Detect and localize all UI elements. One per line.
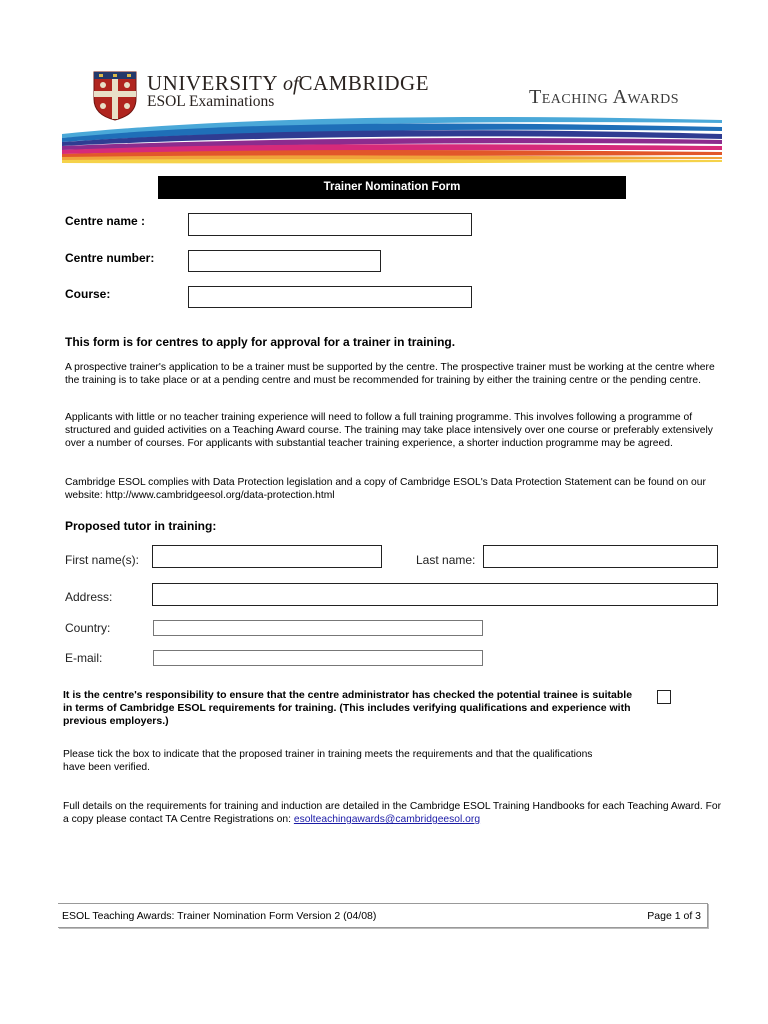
details-text: Full details on the requirements for training and induction are detailed in the Cambridge ESOL Training Handbooks for each Teaching Award. For a copy please contact TA Centre Registrations on: esolteachingawards@cambridgeesol.org	[63, 801, 722, 825]
contact-email-link[interactable]: esolteachingawards@cambridgeesol.org	[293, 814, 481, 825]
paragraph-training-programme: Applicants with little or no teacher training experience will need to follow a full training programme. This involves following a programme of structured and guided activities on a Teaching Award course. The training may take place intensively over one course or preferably extensively over a number of courses. For applicants with substantial teacher training experience, a shorter induction programme may be agreed.	[65, 412, 713, 449]
centre-number-label: Centre number:	[65, 251, 155, 265]
form-title: Trainer Nomination Form	[158, 176, 626, 199]
esol-examinations-label: ESOL Examinations	[147, 93, 275, 110]
tutor-heading: Proposed tutor in training:	[65, 519, 217, 533]
email-input[interactable]	[153, 650, 483, 666]
centre-number-input[interactable]	[188, 250, 381, 272]
last-name-input[interactable]	[483, 545, 718, 568]
requirements-verified-checkbox[interactable]	[657, 690, 671, 704]
address-input[interactable]	[152, 583, 718, 606]
paragraph-data-protection: Cambridge ESOL complies with Data Protection legislation and a copy of Cambridge ESOL's Data Protection Statement can be found on our website: http://www.cambridgeesol.org/data-protection.html	[65, 477, 706, 501]
header-swoosh-graphic	[62, 108, 722, 168]
country-label: Country:	[65, 621, 111, 635]
responsibility-statement: It is the centre's responsibility to ensure that the centre administrator has checked the potential trainee is suitable in terms of Cambridge ESOL requirements for training. (This includes verifying qualifications and experience with previous employers.)	[63, 689, 633, 727]
centre-name-label: Centre name :	[65, 214, 146, 228]
footer-page-number: Page 1 of 3	[647, 910, 701, 922]
university-name: UNIVERSITY ofCAMBRIDGE	[147, 71, 430, 95]
teaching-awards-brand: Teaching Awards	[529, 86, 680, 108]
address-label: Address:	[65, 590, 113, 604]
footer-version: ESOL Teaching Awards: Trainer Nomination Form Version 2 (04/08)	[62, 910, 377, 922]
tick-instruction: Please tick the box to indicate that the proposed trainer in training meets the requirements and that the qualifications have been verified.	[63, 749, 593, 773]
country-input[interactable]	[153, 620, 483, 636]
course-label: Course:	[65, 287, 111, 301]
paragraph-eligibility: A prospective trainer's application to be a trainer must be supported by the centre. The prospective trainer must be working at the centre where the training is to take place or at a pending centre and must be recommended for training by either the training centre or the pending centre.	[65, 362, 715, 386]
centre-name-input[interactable]	[188, 213, 472, 236]
course-input[interactable]	[188, 286, 472, 308]
first-name-input[interactable]	[152, 545, 382, 568]
page-footer	[58, 903, 708, 928]
first-name-label: First name(s):	[65, 553, 140, 567]
intro-heading: This form is for centres to apply for approval for a trainer in training.	[65, 335, 456, 349]
email-label: E-mail:	[65, 651, 103, 665]
last-name-label: Last name:	[416, 553, 476, 567]
